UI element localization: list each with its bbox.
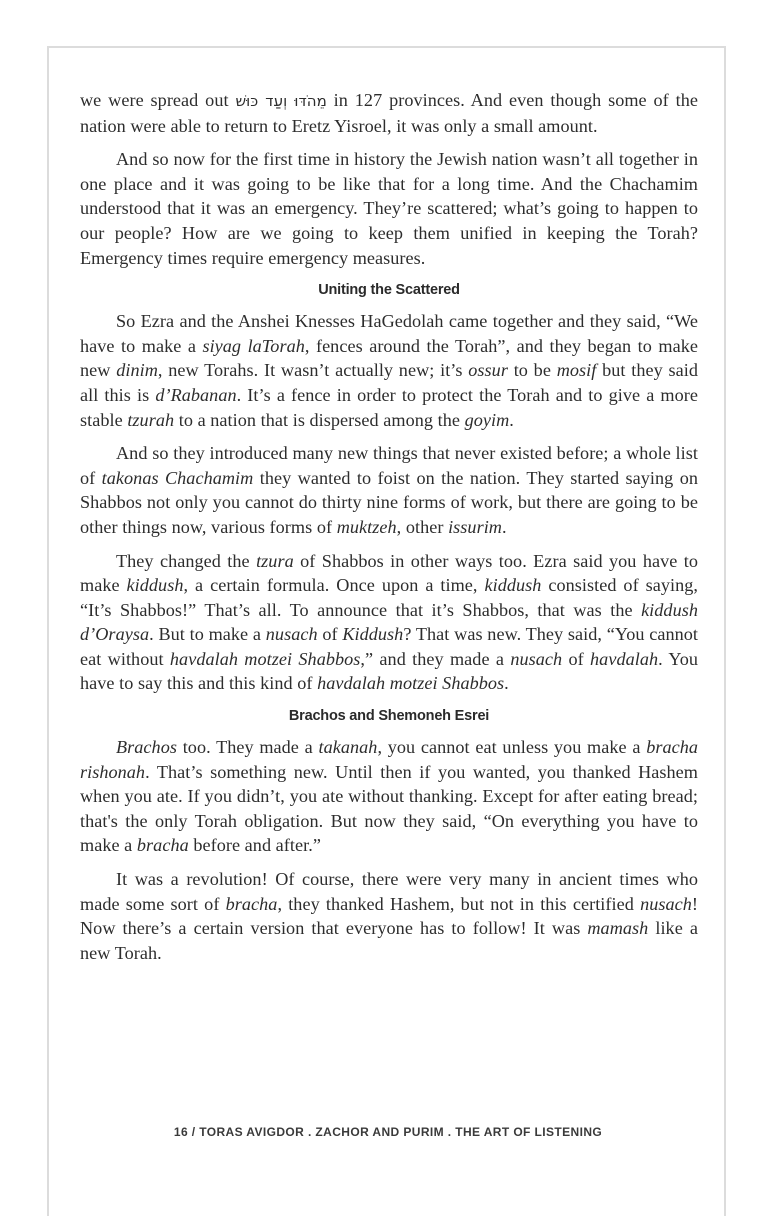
italic-term: goyim <box>464 409 510 430</box>
italic-term: bracha <box>136 835 189 856</box>
italic-term: kiddush <box>484 575 542 596</box>
text-run: too. They made a <box>176 737 319 758</box>
text-run: It was a revolution! Of course, there were very many in ancient times who made some sort of <box>80 869 698 914</box>
paragraph-4 <box>80 441 698 539</box>
section-heading-uniting-the-scattered: Uniting the Scattered <box>318 282 460 299</box>
page-body <box>80 88 698 974</box>
italic-term: nusach <box>510 648 563 669</box>
italic-term: nusach <box>265 624 318 645</box>
italic-term: ossur <box>468 360 508 381</box>
text-run: . But to make a <box>149 624 266 645</box>
running-footer: 16 / TORAS AVIGDOR . ZACHOR AND PURIM . THE ART OF LISTENING <box>173 1125 603 1139</box>
text-run: to be <box>507 360 557 381</box>
text-run: ! Now there’s a certain version that everyone has to follow! It was <box>80 893 698 939</box>
italic-term: tzura <box>256 550 294 571</box>
text-run: consisted of saying, “It’s Shabbos!” That’s all. To announce that it’s Shabbos, that was the <box>80 575 699 620</box>
section-heading-brachos-and-shemoneh-esrei: Brachos and Shemoneh Esrei <box>288 708 490 725</box>
italic-term: takanah <box>318 737 378 758</box>
text-run: we were spread out <box>80 90 236 110</box>
text-run: , a certain formula. Once upon a time, <box>183 575 485 596</box>
text-run: to a nation that is dispersed among the <box>174 409 465 430</box>
italic-term: havdalah <box>590 648 659 669</box>
text-run: . It’s a fence in order to protect the Torah and to give a more stable <box>80 384 698 430</box>
italic-term: dinim <box>116 360 158 381</box>
text-run: . <box>501 516 507 537</box>
italic-term: Brachos <box>116 737 177 758</box>
italic-term: issurim <box>448 516 502 537</box>
paragraph-1 <box>80 88 698 138</box>
text-run: ,” and they made a <box>360 648 511 669</box>
text-run: . <box>509 409 514 430</box>
text-run: , other <box>396 516 449 537</box>
text-run: of Shabbos in other ways too. Ezra said you have to make <box>80 550 698 596</box>
text-run: of <box>562 648 591 669</box>
text-run: , new Torahs. It wasn’t actually new; it’s <box>157 360 469 381</box>
text-run: And so they introduced many new things that never existed before; a whole list of <box>80 443 698 488</box>
italic-term: bracha <box>225 893 278 914</box>
text-run: , fences around the Torah”, and they began to make new <box>80 335 698 381</box>
italic-term: takonas Chachamim <box>101 467 254 488</box>
paragraph-6 <box>80 735 698 858</box>
italic-term: havdalah motzei Shabbos <box>169 648 361 669</box>
paragraph-3 <box>80 309 698 432</box>
text-run: before and after.” <box>188 835 321 856</box>
italic-term: tzurah <box>127 409 175 430</box>
italic-term: kiddush <box>126 575 184 596</box>
text-run: , they thanked Hashem, but not in this certified <box>277 893 641 914</box>
text-run: , you cannot eat unless you make a <box>377 737 647 758</box>
text-run: So Ezra and the Anshei Knesses HaGedolah came together and they said, “We have to make a <box>80 311 698 356</box>
italic-term: siyag laTorah <box>202 335 305 356</box>
text-run: like a new Torah. <box>80 918 698 963</box>
italic-term: kiddush d’Oraysa <box>80 599 698 645</box>
italic-term: havdalah motzei Shabbos <box>317 673 505 694</box>
text-run: . That’s something new. Until then if you wanted, you thanked Hashem when you ate. If you didn’t, you ate without thanking. Except for after eating bread; that's the only Torah obligation. But now they said, “On everything you have to make a <box>80 761 698 856</box>
text-run: . You have to say this and this kind of <box>80 648 699 694</box>
text-run: ? That was new. They said, “You cannot eat without <box>80 624 699 669</box>
italic-term: d’Rabanan <box>155 384 237 405</box>
italic-term: nusach <box>640 893 692 914</box>
paragraph-5 <box>80 549 698 697</box>
text-run: They changed the <box>116 550 257 571</box>
italic-term: bracha rishonah <box>80 737 699 782</box>
italic-term: mamash <box>587 918 649 939</box>
italic-term: muktzeh <box>336 516 397 537</box>
italic-term: Kiddush <box>342 624 404 645</box>
text-run: of <box>317 624 343 645</box>
text-run: in 127 provinces. And even though some of the nation were able to return to Eretz Yisroel, it was only a small amount. <box>80 90 699 136</box>
italic-term: mosif <box>556 360 597 381</box>
hebrew-phrase: מֵהֹדּוּ וְעַד כּוּשׁ <box>235 92 327 110</box>
text-run: but they said all this is <box>80 360 698 405</box>
text-run: . <box>504 673 509 694</box>
paragraph-2: And so now for the first time in history the Jewish nation wasn’t all together in one place and it was going to be like that for a long time. And the Chachamim understood that it was an emergency. They’re scattered; what’s going to happen to our people? How are we going to keep them unified in keeping the Torah? Emergency times require emergency measures. <box>80 149 698 268</box>
paragraph-7 <box>80 867 698 965</box>
text-run: they wanted to foist on the nation. They started saying on Shabbos not only you cannot do thirty nine forms of work, but there are going to be other things now, various forms of <box>80 467 698 537</box>
